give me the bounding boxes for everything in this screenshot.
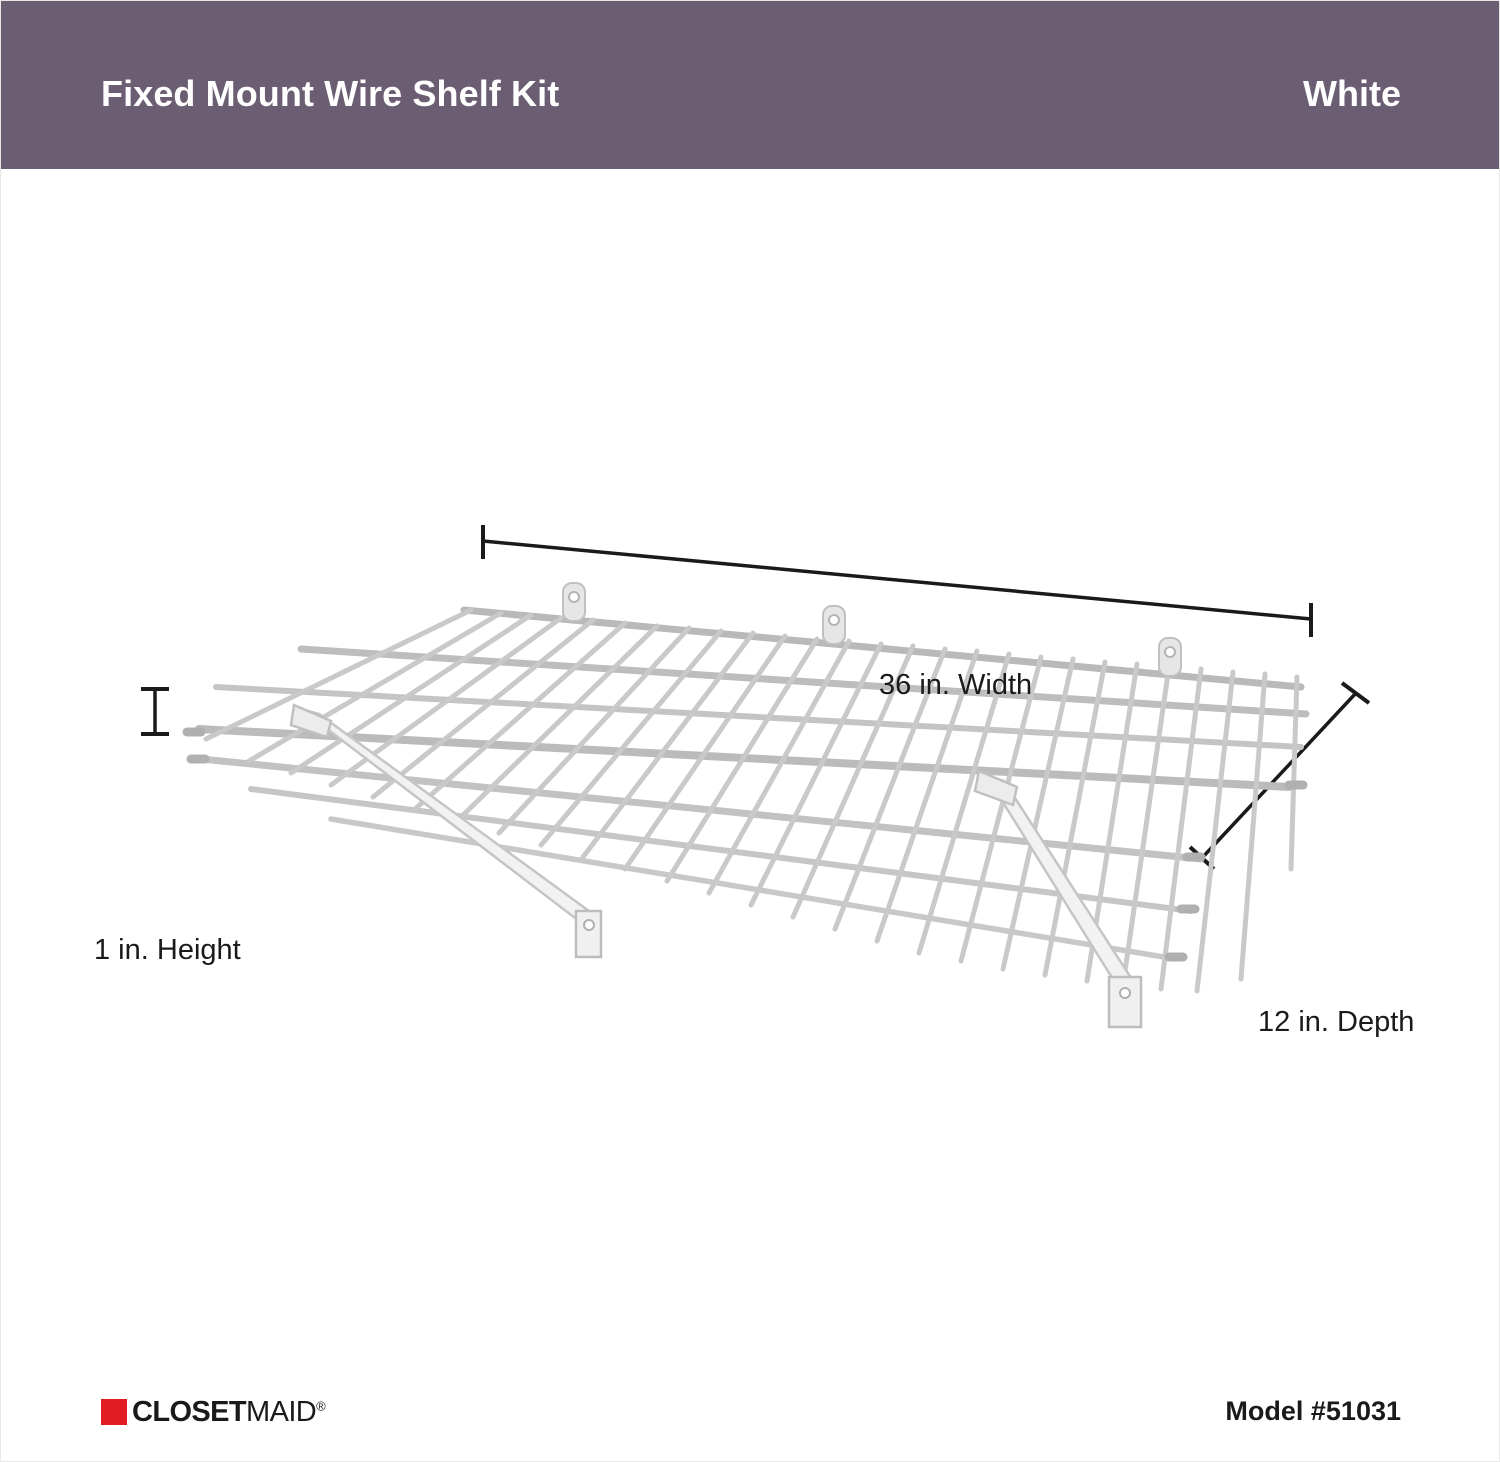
page-title: Fixed Mount Wire Shelf Kit [101,73,560,114]
wall-clip [1159,638,1181,676]
model-number: Model #51031 [1225,1396,1401,1426]
registered-trademark-icon: ® [316,1397,326,1413]
wall-clip [563,583,585,621]
header-bar [1,1,1500,169]
brand-name [132,1395,326,1428]
brand-name-light: MAID [246,1395,317,1428]
product-diagram [1,169,1500,1359]
depth-dimension-label: 12 in. Depth [1258,1006,1415,1038]
wire-shelf [187,610,1306,991]
height-dimension-label: 1 in. Height [94,934,241,966]
color-name: White [1303,73,1401,114]
footer [1,1357,1500,1461]
brand-logo [101,1395,325,1429]
width-dimension-label: 36 in. Width [879,669,1033,701]
wall-clip [823,606,845,644]
height-dimension-line [141,689,169,734]
brand-name-bold: CLOSET [132,1395,247,1428]
brand-square-icon [101,1399,127,1425]
wire-shelf-illustration [1,169,1500,1359]
